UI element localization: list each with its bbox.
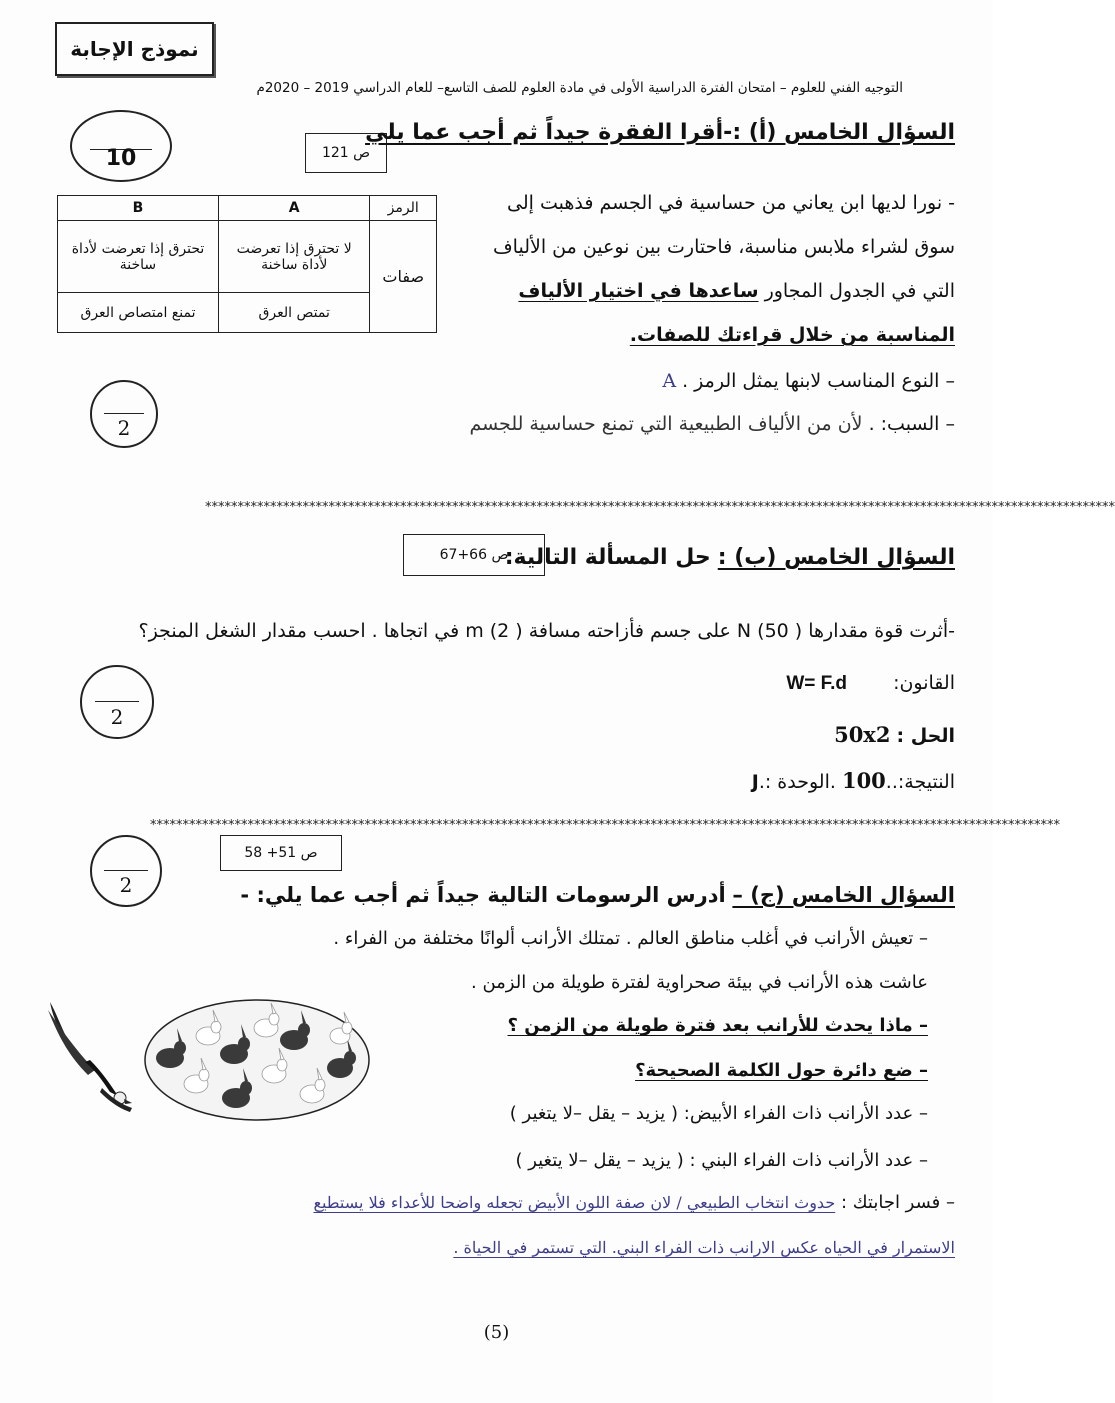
q5b-solution: 50x2	[834, 722, 891, 747]
q5a-paragraph-emphasis: ساعدها في اختيار الألياف	[518, 280, 759, 302]
q5c-score-circle	[90, 835, 162, 907]
q5b-law: W= F.d	[786, 673, 848, 694]
q5a-paragraph-line4: المناسبة من خلال قراءتك للصفات.	[629, 324, 955, 346]
table-b-prop2: تمنع امتصاص العرق	[58, 293, 219, 333]
table-header-a: A	[218, 196, 369, 221]
q5b-law-line: القانون: W= F.d	[786, 672, 955, 694]
q5c-brown-fur: – عدد الأرانب ذات الفراء البني : ( يزيد – يقل –لا يتغير )	[515, 1150, 928, 1171]
page-number: (5)	[483, 1322, 510, 1343]
q5b-problem: -أثرت قوة مقدارها ( 50) N على جسم فأزاحته مسافة ( 2) m في اتجاها . احسب مقدار الشغل المنجز؟	[138, 620, 955, 642]
q5a-paragraph-line2: سوق لشراء ملابس مناسبة، فاحتارت بين نوعين من الألياف	[492, 236, 955, 258]
table-row-label: صفات	[370, 221, 437, 333]
q5b-result-line: النتيجة:..100 .الوحدة :.J	[751, 768, 955, 793]
q5c-score: 2	[119, 873, 133, 897]
q5c-explain-answer2: الاستمرار في الحياه عكس الارانب ذات الفراء البني. التي تستمر في الحياة .	[453, 1238, 955, 1257]
q5a-type-line: – النوع المناسب لابنها يمثل الرمز . A	[662, 370, 955, 392]
q5c-explain-answer1: حدوث انتخاب الطبيعي / لان صفة اللون الأبيض تجعله واضحا للأعداء فلا يستطيع	[313, 1193, 836, 1212]
table-a-prop1: لا تحترق إذا تعرضت لأداة ساخنة	[218, 221, 369, 293]
q5c-explain-line1: – فسر اجابتك : حدوث انتخاب الطبيعي / لان صفة اللون الأبيض تجعله واضحا للأعداء فلا يستطيع	[313, 1192, 955, 1213]
rabbits-illustration	[142, 998, 372, 1123]
answer-key-box	[55, 22, 214, 76]
answer-key-label: نموذج الإجابة	[70, 37, 199, 61]
q5a-reason-answer: لأن من الألياف الطبيعية التي تمنع حساسية للجسم	[469, 413, 863, 435]
exam-title: التوجيه الفني للعلوم – امتحان الفترة الدراسية الأولى في مادة العلوم للصف التاسع– للعام الدراسي 2019 – 2020م	[256, 80, 903, 96]
q5a-score: 2	[117, 416, 131, 440]
q5a-reason-line: – السبب: . لأن من الألياف الطبيعية التي تمنع حساسية للجسم	[469, 413, 955, 435]
q5c-question1: – ماذا يحدث للأرانب بعد فترة طويلة من الزمن ؟	[507, 1015, 928, 1036]
table-header-symbol: الرمز	[370, 196, 437, 221]
fibers-table	[57, 195, 437, 333]
q5a-paragraph-line3: التي في الجدول المجاور ساعدها في اختيار الألياف	[518, 280, 955, 302]
q5c-title: السؤال الخامس (ج) – أدرس الرسومات التالية جيداً ثم أجب عما يلي: -	[240, 883, 955, 907]
q5c-intro2: عاشت هذه الأرانب في بيئة صحراوية لفترة طويلة من الزمن .	[471, 972, 928, 993]
table-b-prop1: تحترق إذا تعرضت لأداة ساخنة	[58, 221, 219, 293]
q5c-white-fur: – عدد الأرانب ذات الفراء الأبيض: ( يزيد – يقل –لا يتغير )	[509, 1103, 928, 1124]
q5c-page-ref: ص 51+ 58	[220, 835, 342, 871]
q5a-page-ref: ص 121	[305, 133, 387, 173]
eagle-illustration	[40, 1000, 140, 1120]
table-header-b: B	[58, 196, 219, 221]
q5a-score-circle	[90, 380, 158, 448]
q5a-type-answer: A	[662, 370, 677, 392]
q5b-score: 2	[110, 705, 124, 729]
table-a-prop2: تمتص العرق	[218, 293, 369, 333]
q5b-page-ref: ص 66+67	[403, 534, 545, 576]
q5b-result: 100	[841, 768, 886, 793]
q5c-intro1: – تعيش الأرانب في أغلب مناطق العالم . تمتلك الأرانب ألوانًا مختلفة من الفراء .	[333, 928, 928, 949]
q5b-solution-line: الحل : 50x2	[834, 722, 955, 747]
q5c-question2: – ضع دائرة حول الكلمة الصحيحة؟	[635, 1060, 928, 1081]
q5a-paragraph-line1: - نورا لديها ابن يعاني من حساسية في الجسم فذهبت إلى	[507, 192, 955, 214]
q5b-title: السؤال الخامس (ب) : حل المسألة التالية:	[504, 545, 955, 570]
total-score: 10	[105, 146, 137, 171]
q5b-score-circle	[80, 665, 154, 739]
q5b-unit: J	[751, 771, 759, 793]
divider-2: ********************************************************************************************************************************************	[150, 818, 1060, 833]
divider-1: ********************************************************************************************************************************************	[205, 500, 1115, 515]
total-score-oval	[70, 110, 172, 182]
q5c-explain-line2	[453, 1236, 955, 1258]
q5a-title: السؤال الخامس (أ) :-أقرا الفقرة جيداً ثم أجب عما يلي	[365, 120, 955, 145]
